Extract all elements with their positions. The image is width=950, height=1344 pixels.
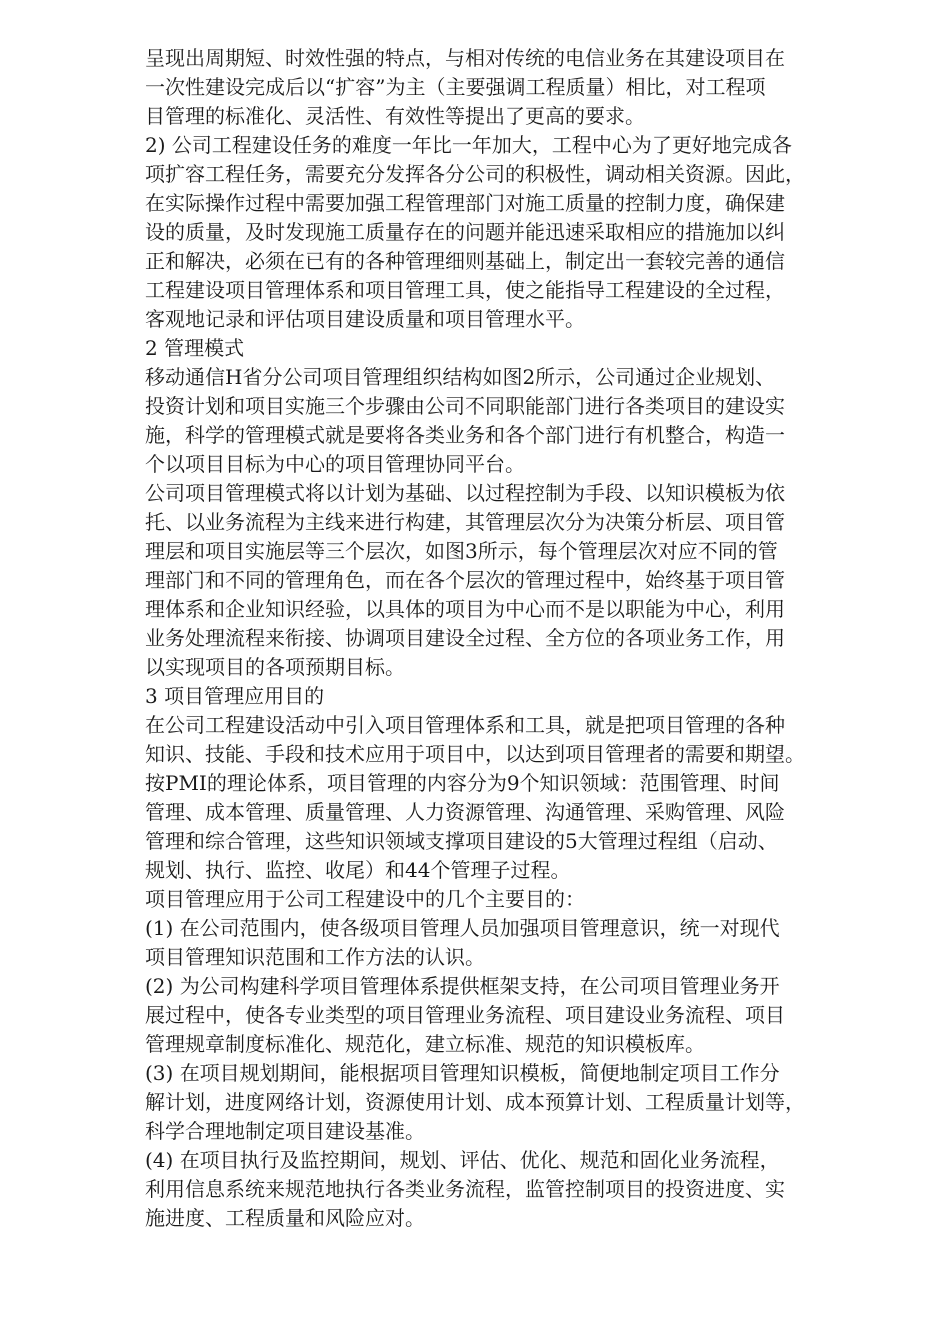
text-line: 投资计划和项目实施三个步骤由公司不同职能部门进行各类项目的建设实 — [145, 394, 785, 418]
text-line: (3) 在项目规划期间，能根据项目管理知识模板，简便地制定项目工作分 — [145, 1061, 780, 1085]
text-line: 理体系和企业知识经验，以具体的项目为中心而不是以职能为中心，利用 — [145, 597, 785, 621]
text-line: 知识、技能、手段和技术应用于项目中，以达到项目管理者的需要和期望。 — [145, 742, 805, 766]
text-line: 利用信息系统来规范地执行各类业务流程，监管控制项目的投资进度、实 — [145, 1177, 785, 1201]
text-line: 工程建设项目管理体系和项目管理工具，使之能指导工程建设的全过程， — [145, 278, 785, 302]
text-line: 施，科学的管理模式就是要将各类业务和各个部门进行有机整合，构造一 — [145, 423, 785, 447]
text-line: 理部门和不同的管理角色，而在各个层次的管理过程中，始终基于项目管 — [145, 568, 785, 592]
text-line: 正和解决，必须在已有的各种管理细则基础上，制定出一套较完善的通信 — [145, 249, 785, 273]
text-line: 目管理的标准化、灵活性、有效性等提出了更高的要求。 — [145, 104, 645, 128]
text-line: 展过程中，使各专业类型的项目管理业务流程、项目建设业务流程、项目 — [145, 1003, 785, 1027]
text-line: (2) 为公司构建科学项目管理体系提供框架支持，在公司项目管理业务开 — [145, 974, 780, 998]
text-line: 在公司工程建设活动中引入项目管理体系和工具，就是把项目管理的各种 — [145, 713, 785, 737]
text-line: 管理规章制度标准化、规范化，建立标准、规范的知识模板库。 — [145, 1032, 705, 1056]
text-line: 托、以业务流程为主线来进行构建，其管理层次分为决策分析层、项目管 — [145, 510, 785, 534]
text-line: 按PMI的理论体系，项目管理的内容分为9个知识领域：范围管理、时间 — [145, 771, 780, 795]
document-page — [145, 44, 875, 1233]
section-heading: 3 项目管理应用目的 — [145, 684, 325, 708]
text-line: 公司项目管理模式将以计划为基础、以过程控制为手段、以知识模板为依 — [145, 481, 785, 505]
paragraph-continuation — [145, 44, 875, 131]
section-heading-management-mode — [145, 334, 875, 363]
list-item-1 — [145, 914, 875, 972]
text-line: 设的质量，及时发现施工质量存在的问题并能迅速采取相应的措施加以纠 — [145, 220, 785, 244]
text-line: 2) 公司工程建设任务的难度一年比一年加大，工程中心为了更好地完成各 — [145, 133, 792, 157]
text-line: 管理、成本管理、质量管理、人力资源管理、沟通管理、采购管理、风险 — [145, 800, 785, 824]
text-line: 在实际操作过程中需要加强工程管理部门对施工质量的控制力度，确保建 — [145, 191, 785, 215]
text-line: 一次性建设完成后以“扩容”为主（主要强调工程质量）相比，对工程项 — [145, 75, 766, 99]
paragraph-pmi-knowledge-areas — [145, 711, 875, 885]
section-heading-application-purpose — [145, 682, 875, 711]
paragraph-management-layers — [145, 479, 875, 682]
text-line: 规划、执行、监控、收尾）和44个管理子过程。 — [145, 858, 571, 882]
list-item-4 — [145, 1146, 875, 1233]
text-line: 项扩容工程任务，需要充分发挥各分公司的积极性，调动相关资源。因此， — [145, 162, 805, 186]
text-line: 以实现项目的各项预期目标。 — [145, 655, 405, 679]
list-item-3 — [145, 1059, 875, 1146]
text-line: 呈现出周期短、时效性强的特点，与相对传统的电信业务在其建设项目在 — [145, 46, 785, 70]
paragraph-item-2 — [145, 131, 875, 334]
text-line: 项目管理知识范围和工作方法的认识。 — [145, 945, 485, 969]
text-line: (1) 在公司范围内，使各级项目管理人员加强项目管理意识，统一对现代 — [145, 916, 780, 940]
text-line: 管理和综合管理，这些知识领域支撑项目建设的5大管理过程组（启动、 — [145, 829, 778, 853]
text-line: 移动通信H省分公司项目管理组织结构如图2所示，公司通过企业规划、 — [145, 365, 776, 389]
text-line: 科学合理地制定项目建设基准。 — [145, 1119, 425, 1143]
section-heading: 2 管理模式 — [145, 336, 245, 360]
text-line: 项目管理应用于公司工程建设中的几个主要目的： — [145, 887, 585, 911]
text-line: 理层和项目实施层等三个层次，如图3所示，每个管理层次对应不同的管 — [145, 539, 778, 563]
paragraph-purposes-intro — [145, 885, 875, 914]
text-line: (4) 在项目执行及监控期间，规划、评估、优化、规范和固化业务流程， — [145, 1148, 780, 1172]
text-line: 解计划，进度网络计划，资源使用计划、成本预算计划、工程质量计划等， — [145, 1090, 805, 1114]
list-item-2 — [145, 972, 875, 1059]
text-line: 客观地记录和评估项目建设质量和项目管理水平。 — [145, 307, 585, 331]
text-line: 个以项目目标为中心的项目管理协同平台。 — [145, 452, 525, 476]
paragraph-org-structure — [145, 363, 875, 479]
text-line: 施进度、工程质量和风险应对。 — [145, 1206, 425, 1230]
text-line: 业务处理流程来衔接、协调项目建设全过程、全方位的各项业务工作，用 — [145, 626, 785, 650]
